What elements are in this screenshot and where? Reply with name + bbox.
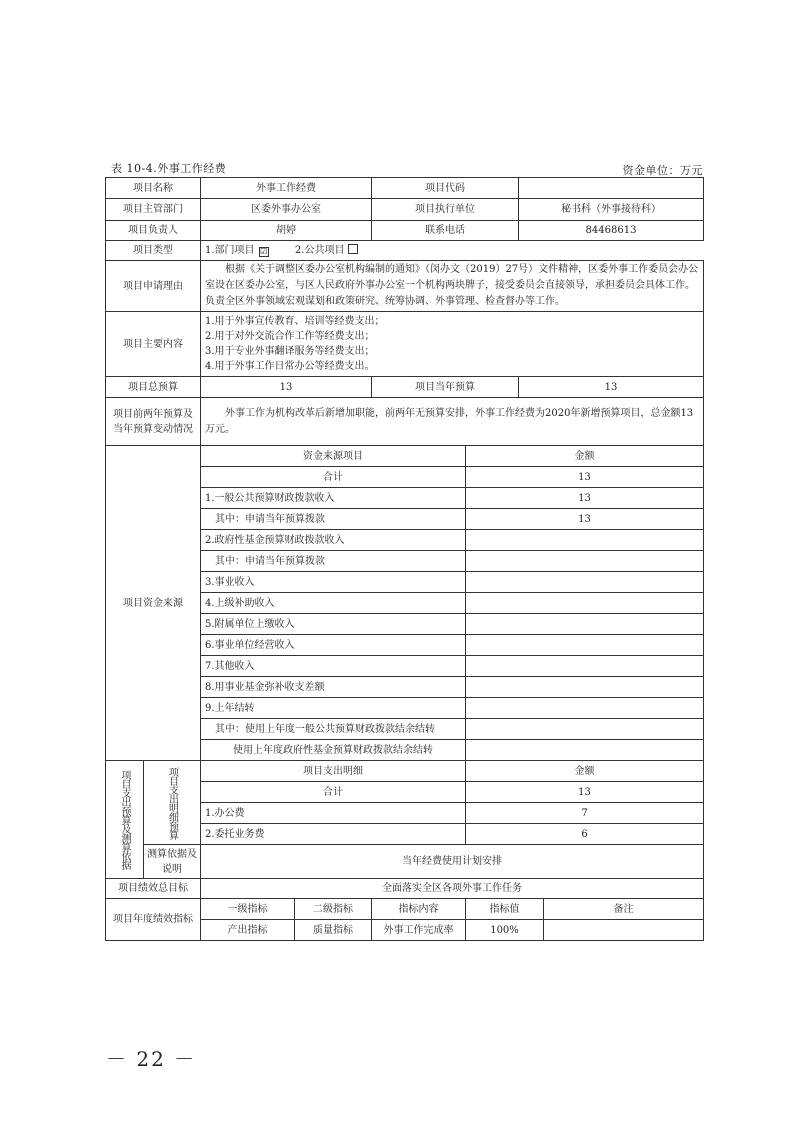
expense-outer-label: 项目支出预算及测算依据 bbox=[119, 770, 130, 869]
project-name-label: 项目名称 bbox=[106, 178, 201, 199]
perf-header: 一级指标 bbox=[201, 899, 295, 920]
source-label: 项目资金来源 bbox=[106, 446, 201, 761]
source-row-item: 其中：申请当年预算拨款 bbox=[201, 509, 466, 530]
source-row-amount bbox=[466, 551, 704, 572]
expense-inner-label-cell bbox=[144, 761, 201, 845]
dept-label: 项目主管部门 bbox=[106, 199, 201, 221]
phone-label: 联系电话 bbox=[372, 221, 519, 241]
source-row-item: 其中：申请当年预算拨款 bbox=[201, 551, 466, 572]
perf-header: 二级指标 bbox=[295, 899, 372, 920]
perf-cell: 外事工作完成率 bbox=[372, 920, 466, 941]
change-label: 项目前两年预算及当年预算变动情况 bbox=[106, 398, 201, 446]
page-number: － 22 － bbox=[106, 1047, 197, 1071]
expense-row-item: 2.委托业务费 bbox=[201, 824, 466, 845]
perf-cell: 质量指标 bbox=[295, 920, 372, 941]
content-item: 4.用于外事工作日常办公等经费支出。 bbox=[205, 361, 375, 372]
perf-header: 备注 bbox=[544, 899, 704, 920]
source-row-amount bbox=[466, 740, 704, 761]
expense-row-amount: 7 bbox=[466, 803, 704, 824]
source-row-amount bbox=[466, 719, 704, 740]
change-text: 外事工作为机构改革后新增加职能，前两年无预算安排，外事工作经费为2020年新增预算项目，总金额13万元。 bbox=[201, 398, 704, 446]
source-row-amount: 13 bbox=[466, 467, 704, 488]
goal-label: 项目绩效总目标 bbox=[106, 879, 201, 899]
year-budget-label: 项目当年预算 bbox=[372, 377, 519, 398]
source-row-item: 合计 bbox=[201, 467, 466, 488]
goal-text: 全面落实全区各项外事工作任务 bbox=[201, 879, 704, 899]
source-row-item: 使用上年度政府性基金预算财政拨款结余结转 bbox=[201, 740, 466, 761]
total-budget-value: 13 bbox=[201, 377, 372, 398]
source-header-item: 资金来源项目 bbox=[201, 446, 466, 467]
year-budget-value: 13 bbox=[519, 377, 704, 398]
expense-row-amount: 13 bbox=[466, 782, 704, 803]
content-item: 2.用于对外交流合作工作等经费支出； bbox=[205, 331, 375, 342]
expense-inner-label: 项目支出明细预算 bbox=[166, 766, 178, 839]
type-options bbox=[201, 241, 704, 261]
source-row-item: 6.事业单位经营收入 bbox=[201, 635, 466, 656]
source-row-item: 其中：使用上年度一般公共预算财政拨款结余结转 bbox=[201, 719, 466, 740]
table-title: 表 10-4.外事工作经费 bbox=[111, 162, 227, 175]
source-row-item: 4.上级补助收入 bbox=[201, 593, 466, 614]
expense-outer-label-cell bbox=[106, 761, 144, 879]
type-label: 项目类型 bbox=[106, 241, 201, 261]
owner-label: 项目负责人 bbox=[106, 221, 201, 241]
reason-label: 项目申请理由 bbox=[106, 261, 201, 312]
project-name-value: 外事工作经费 bbox=[201, 178, 372, 199]
perf-header: 指标值 bbox=[466, 899, 544, 920]
source-row-amount: 13 bbox=[466, 509, 704, 530]
exec-unit-value: 秘书科（外事接待科） bbox=[519, 199, 704, 221]
source-row-amount bbox=[466, 635, 704, 656]
perf-cell: 产出指标 bbox=[201, 920, 295, 941]
unchecked-box-icon bbox=[348, 244, 358, 254]
source-row-amount bbox=[466, 656, 704, 677]
expense-row-item: 1.办公费 bbox=[201, 803, 466, 824]
source-row-item: 5.附属单位上缴收入 bbox=[201, 614, 466, 635]
source-row-item: 1.一般公共预算财政拨款收入 bbox=[201, 488, 466, 509]
project-code-label: 项目代码 bbox=[372, 178, 519, 199]
source-row-item: 2.政府性基金预算财政拨款收入 bbox=[201, 530, 466, 551]
source-row-item: 3.事业收入 bbox=[201, 572, 466, 593]
type-option-dept: 1.部门项目 bbox=[205, 245, 255, 256]
content-list bbox=[201, 312, 704, 377]
source-row-item: 9.上年结转 bbox=[201, 698, 466, 719]
expense-header-item: 项目支出明细 bbox=[201, 761, 466, 782]
owner-value: 胡婷 bbox=[201, 221, 372, 241]
project-code-value bbox=[519, 178, 704, 199]
exec-unit-label: 项目执行单位 bbox=[372, 199, 519, 221]
source-row-amount: 13 bbox=[466, 488, 704, 509]
perf-cell bbox=[544, 920, 704, 941]
total-budget-label: 项目总预算 bbox=[106, 377, 201, 398]
source-row-amount bbox=[466, 677, 704, 698]
perf-cell: 100% bbox=[466, 920, 544, 941]
source-row-item: 8.用事业基金弥补收支差额 bbox=[201, 677, 466, 698]
source-row-amount bbox=[466, 530, 704, 551]
expense-header-amount: 金额 bbox=[466, 761, 704, 782]
source-row-amount bbox=[466, 698, 704, 719]
source-row-item: 7.其他收入 bbox=[201, 656, 466, 677]
source-header-amount: 金额 bbox=[466, 446, 704, 467]
dept-value: 区委外事办公室 bbox=[201, 199, 372, 221]
source-row-amount bbox=[466, 614, 704, 635]
expense-row-amount: 6 bbox=[466, 824, 704, 845]
content-item: 1.用于外事宣传教育、培训等经费支出； bbox=[205, 316, 385, 327]
basis-label: 测算依据及说明 bbox=[144, 845, 201, 879]
source-row-amount bbox=[466, 593, 704, 614]
phone-value: 84468613 bbox=[519, 221, 704, 241]
unit-note: 资金单位：万元 bbox=[622, 164, 703, 177]
source-row-amount bbox=[466, 572, 704, 593]
checked-box-icon: ☑ bbox=[259, 247, 268, 256]
perf-label: 项目年度绩效指标 bbox=[106, 899, 201, 941]
content-item: 3.用于专业外事翻译服务等经费支出； bbox=[205, 346, 375, 357]
content-label: 项目主要内容 bbox=[106, 312, 201, 377]
type-option-public: 2.公共项目 bbox=[294, 245, 345, 256]
expense-row-item: 合计 bbox=[201, 782, 466, 803]
basis-text: 当年经费使用计划安排 bbox=[201, 845, 704, 879]
perf-header: 指标内容 bbox=[372, 899, 466, 920]
project-budget-table bbox=[105, 177, 704, 941]
reason-text: 根据《关于调整区委办公室机构编制的通知》（闵办文（2019）27号）文件精神，区委外事工作委员会办公室设在区委办公室，与区人民政府外事办公室一个机构两块牌子，接受委员会直接领导，承担委员会具体工作。负责全区外事领域宏观谋划和政策研究、统筹协调、外事管理、检查督办等工作。 bbox=[201, 261, 704, 312]
